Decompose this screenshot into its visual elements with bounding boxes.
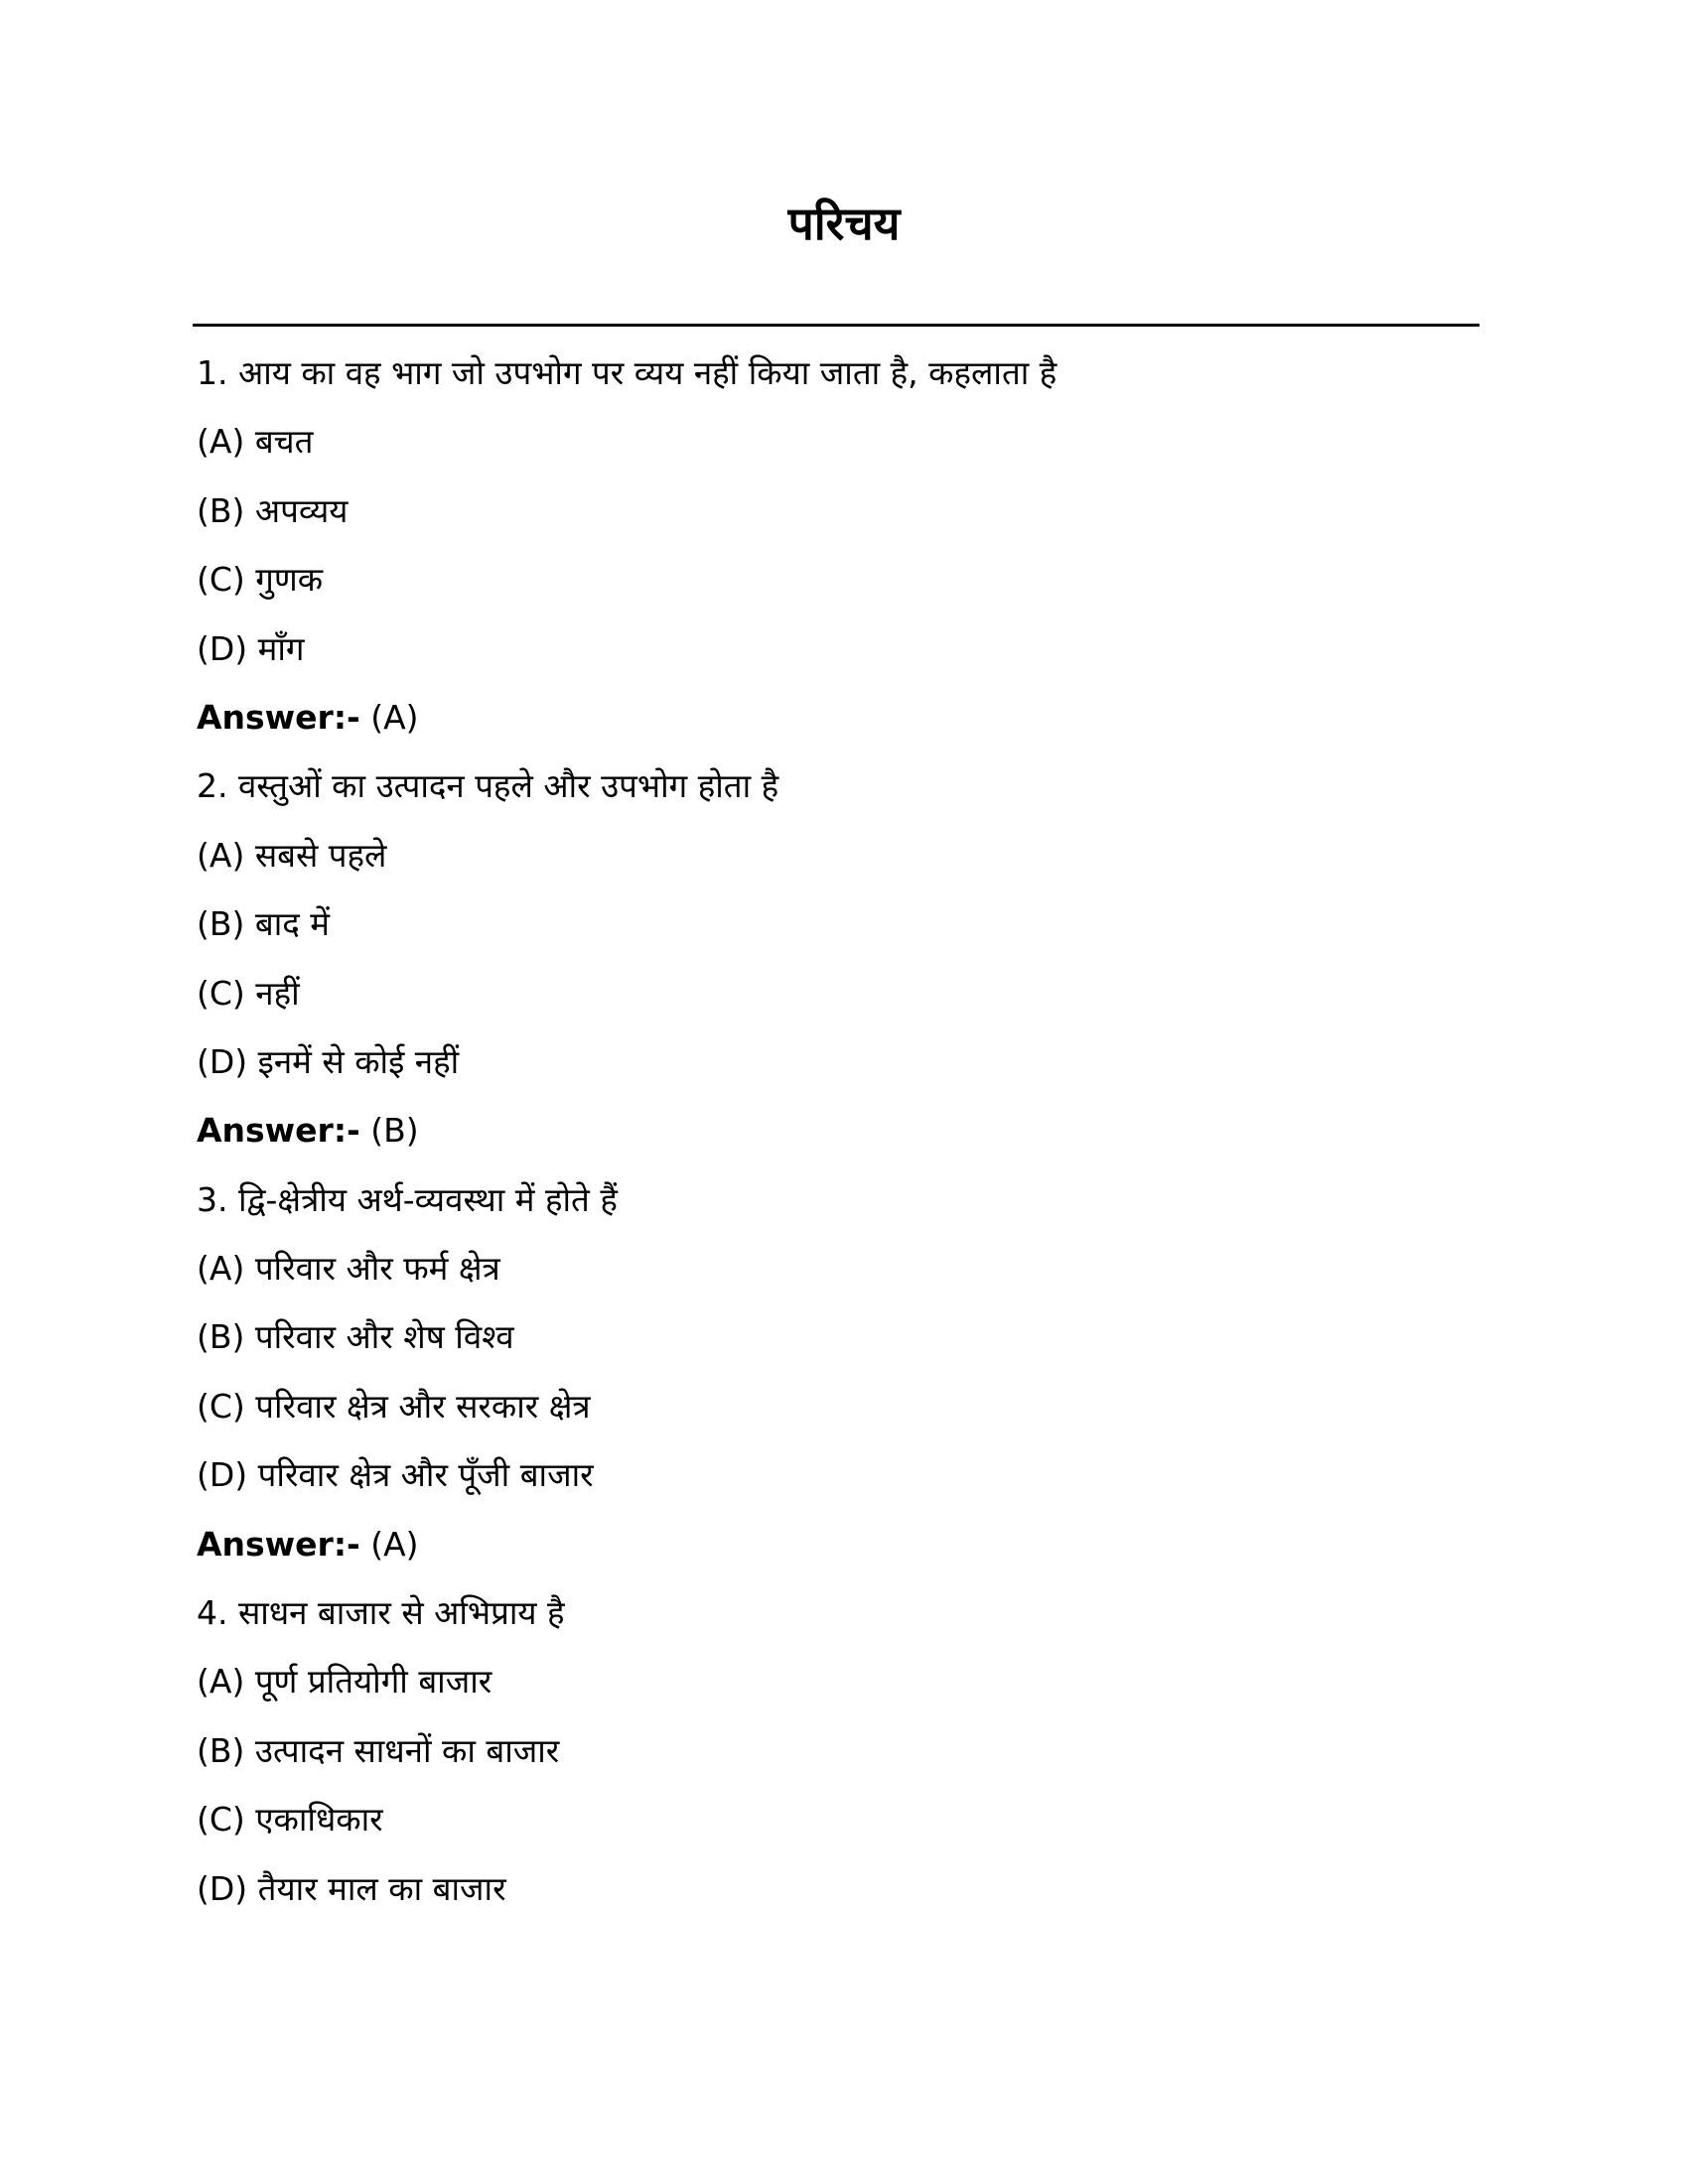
option: (A) पूर्ण प्रतियोगी बाजार — [197, 1662, 492, 1702]
option: (D) परिवार क्षेत्र और पूँजी बाजार — [197, 1455, 594, 1495]
question-text: 1. आय का वह भाग जो उपभोग पर व्यय नहीं किया जाता है, कहलाता है — [197, 353, 1057, 392]
answer — [197, 1103, 1487, 1171]
option: (B) उत्पादन साधनों का बाजार — [197, 1730, 560, 1770]
option: (B) परिवार और शेष विश्व — [197, 1317, 514, 1357]
option: (C) परिवार क्षेत्र और सरकार क्षेत्र — [197, 1386, 591, 1426]
option: (D) माँग — [197, 628, 305, 668]
option: (B) अपव्यय — [197, 490, 349, 530]
option: (C) एकाधिकार — [197, 1800, 383, 1840]
option: (B) बाद में — [197, 904, 331, 944]
option: (D) तैयार माल का बाजार — [197, 1868, 506, 1908]
answer-label: Answer:- — [197, 1524, 360, 1564]
option: (D) इनमें से कोई नहीं — [197, 1041, 460, 1081]
answer-label: Answer:- — [197, 1111, 360, 1151]
title-divider — [193, 324, 1479, 327]
option: (C) नहीं — [197, 973, 300, 1013]
page-title: परिचय — [787, 197, 901, 250]
question-text: 3. द्वि-क्षेत्रीय अर्थ-व्यवस्था में होते हैं — [197, 1179, 618, 1219]
answer-label: Answer:- — [197, 697, 360, 737]
option: (A) बचत — [197, 422, 314, 462]
option: (C) गुणक — [197, 560, 324, 600]
question-text: 4. साधन बाजार से अभिप्राय है — [197, 1593, 565, 1633]
question-list — [197, 345, 1487, 1930]
answer-value: (A) — [359, 697, 419, 737]
option: (A) परिवार और फर्म क्षेत्र — [197, 1249, 500, 1289]
answer-value: (A) — [359, 1524, 419, 1564]
question-text: 2. वस्तुओं का उत्पादन पहले और उपभोग होता है — [197, 766, 779, 806]
answer-value: (B) — [359, 1111, 419, 1151]
option: (A) सबसे पहले — [197, 835, 387, 875]
answer — [197, 1517, 1487, 1585]
answer — [197, 690, 1487, 758]
